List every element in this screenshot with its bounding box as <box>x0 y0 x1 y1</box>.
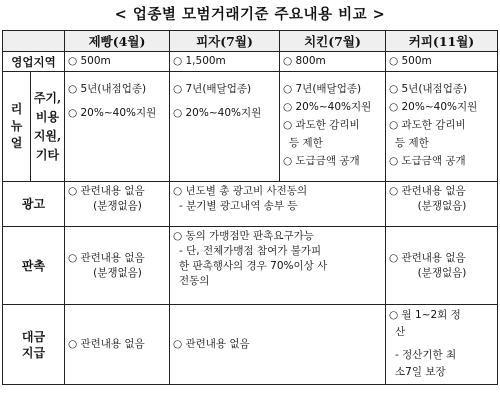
payment-bakery: ○ 관련내용 없음 <box>65 305 170 385</box>
table-row-promo <box>3 227 498 305</box>
area-bakery: ○ 500m <box>65 52 170 72</box>
remodel-label-char-2: 뉴 <box>10 119 23 133</box>
promo-bakery: ○ 관련내용 없음 (분쟁없음) <box>65 227 170 305</box>
comparison-table <box>2 30 498 385</box>
area-coffee: ○ 500m <box>386 52 498 72</box>
table-row-area <box>3 52 498 72</box>
column-header-pizza: 피자(7월) <box>170 31 280 52</box>
remodel-label-char-1: 리 <box>10 102 23 116</box>
remodel-coffee: ○ 5년(내점업종) ○ 20%~40%지원 ○ 과도한 감리비 등 제한 ○ 도급금액 공개 <box>386 72 498 182</box>
ad-pizza-chicken: ○ 년도별 총 광고비 사전동의 - 분기별 광고내역 송부 등 <box>170 182 386 227</box>
ad-coffee: ○ 관련내용 없음 (분쟁없음) <box>386 182 498 227</box>
promo-coffee: ○ 관련내용 없음 (분쟁없음) <box>386 227 498 305</box>
column-header-bakery: 제빵(4월) <box>65 31 170 52</box>
row-label-promo: 판촉 <box>3 227 65 305</box>
remodel-chicken: ○ 7년(배달업종) ○ 20%~40%지원 ○ 과도한 감리비 등 제한 ○ 도급금액 공개 <box>280 72 386 182</box>
row-label-ad: 광고 <box>3 182 65 227</box>
payment-pizza-chicken: ○ 관련내용 없음 <box>170 305 386 385</box>
remodel-label-char-3: 얼 <box>10 136 23 150</box>
row-label-remodel <box>3 72 31 182</box>
row-label-payment: 대금 지급 <box>3 305 65 385</box>
row-label-area: 영업지역 <box>3 52 65 72</box>
corner-header <box>3 31 65 52</box>
promo-pizza-chicken: ○ 동의 가맹점만 판촉요구가능 - 단, 전체가맹점 참여가 불가피 한 판촉행사의 경우 70%이상 사 전동의 <box>170 227 386 305</box>
ad-bakery: ○ 관련내용 없음 (분쟁없음) <box>65 182 170 227</box>
remodel-bakery: ○ 5년(내점업종) ○ 20%~40%지원 <box>65 72 170 182</box>
row-sublabel-remodel: 주기, 비용 지원, 기타 <box>31 72 65 182</box>
column-header-chicken: 치킨(7월) <box>280 31 386 52</box>
page-title: < 업종별 모범거래기준 주요내용 비교 > <box>114 6 386 23</box>
table-row-remodel <box>3 72 498 182</box>
header-row <box>3 31 498 52</box>
table-row-payment <box>3 305 498 385</box>
payment-coffee: ○ 월 1~2회 정 산 - 정산기한 최 소7일 보장 <box>386 305 498 385</box>
remodel-pizza: ○ 7년(배달업종) ○ 20%~40%지원 <box>170 72 280 182</box>
table-row-ad <box>3 182 498 227</box>
area-pizza: ○ 1,500m <box>170 52 280 72</box>
column-header-coffee: 커피(11월) <box>386 31 498 52</box>
area-chicken: ○ 800m <box>280 52 386 72</box>
